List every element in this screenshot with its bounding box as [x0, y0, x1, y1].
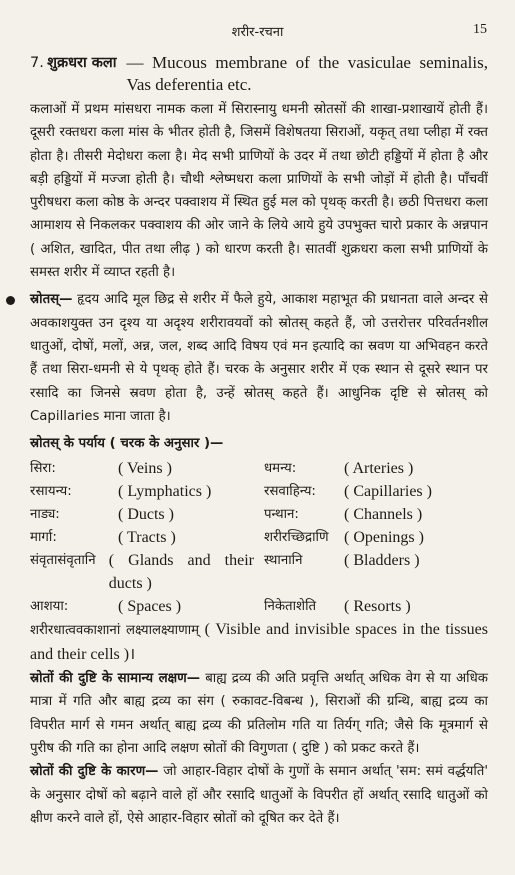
- section-number: 7.: [30, 55, 44, 71]
- dushti-karan-paragraph: [30, 760, 488, 830]
- dushti-lakshan-text: बाह्य द्रव्य की अति प्रवृत्ति अर्थात् अधिक वेग से या अधिक मात्रा में गति और बाह्य द्रव्य का संग ( रुकावट-विबन्ध ), सिराओं की ग्रन्थि, बाह्य द्रव्य का विपरीत मार्ग से गमन अर्थात् बाह्य द्रव्य की प्रतिलोम गति या तिर्यग् गति; जैसे कि मूत्रमार्ग से पुरीष की गति का होना आदि लक्षण स्रोतों की विगुणता ( दुष्टि ) को प्रकट करते हैं।: [30, 671, 489, 756]
- visible-invisible-spaces-line: [30, 618, 488, 667]
- page-number: 15: [473, 22, 487, 37]
- spaces-term: शरीरधात्ववकाशानां लक्ष्यालक्ष्याणाम्: [30, 623, 200, 639]
- kala-paragraph: कलाओं में प्रथम मांसधरा नामक कला में सिरास्नायु धमनी स्रोतसों की शाखा-प्रशाखायें होती हैं। दूसरी रक्तधरा कला मांस के भीतर होती है, जिसमें विशेषतया सिराओं, यकृत् तथा प्लीहा में रक्त होता है। तीसरी मेदोधरा कला है। मेद सभी प्राणियों के उदर में तथा छोटी हड्डियों में होता है और बड़ी हड्डियों में मज्जा होती है। चौथी श्लेष्मधरा कला प्राणियों के सभी जोड़ों में होती है। पाँचवीं पुरीषधरा कला कोष्ठ के अन्दर पक्वाशय में स्थित हुई मल को पृथक् करती है। छठी पित्तधरा कला आमाशय से निकलकर पक्वाशय की ओर जाने के लिये आये हुये उपभुक्त चारो प्रकार के अन्नपान ( अशित, खादित, पीत तथा लीढ़ ) को धारण करती है। सातवीं शुक्रधरा कला सभी प्राणियों के समस्त शरीर में व्याप्त रहती है।: [30, 102, 488, 281]
- synonyms-title: स्रोतस् के पर्याय ( चरक के अनुसार )—: [30, 436, 224, 452]
- synonym-item: पन्थान: ( Channels ): [264, 506, 423, 524]
- synonym-item: मार्गा: ( Tracts ): [30, 529, 176, 547]
- synonyms-list: [30, 457, 488, 618]
- synonym-item: धमन्य: ( Arteries ): [264, 460, 414, 478]
- synonym-item: स्थानानि ( Bladders ): [264, 552, 420, 570]
- spaces-english: ( Visible and invisible spaces in the tissues and their cells )।: [30, 621, 489, 663]
- srotas-definition: हृदय आदि मूल छिद्र से शरीर में फैले हुये, आकाश महाभूत की प्रधानता वाले अन्दर से अवकाशयुक्त उन दृश्य या अदृश्य शरीरावयवों को स्रोतस् कहते हैं, जो उत्तरोत्तर परिवर्तनशील धातुओं, दोषों, मलों, अन्न, जल, शब्द आदि विषय एवं मन इत्यादि का स्रवण या अभिवहन करते हैं तथा सिरा-धमनी से ये पृथक् होते हैं। चरक के अनुसार शरीर में एक स्थान से दूसरे स्थान पर रसादि का जिनसे स्रवण होता है, उन्हें स्रोतस् कहते हैं। आधुनिक दृष्टि से स्रोतस् को Capillaries माना जाता है।: [30, 292, 488, 424]
- page-body: [30, 52, 488, 830]
- section-term: शुक्रधरा कला: [47, 55, 117, 71]
- dushti-lakshan-paragraph: [30, 667, 488, 760]
- running-title: शरीर-रचना: [231, 25, 284, 40]
- synonym-item: संवृतासंवृतानि ( Glands and their ducts ): [30, 552, 254, 593]
- synonym-item: रसायन्य: ( Lymphatics ): [30, 483, 212, 501]
- srotas-term: स्रोतस्—: [30, 292, 73, 308]
- dushti-karan-term: स्रोतों की दुष्टि के कारण—: [30, 764, 159, 780]
- synonym-item: शरीरच्छिद्राणि ( Openings ): [264, 529, 424, 547]
- synonym-item: सिरा: ( Veins ): [30, 460, 172, 478]
- srotas-entry: [30, 288, 488, 428]
- synonym-item: आशया: ( Spaces ): [30, 598, 182, 616]
- section-7-heading: [30, 52, 488, 96]
- synonym-item: नाड्य: ( Ducts ): [30, 506, 174, 524]
- section-english-definition: — Mucous membrane of the vasiculae seminalis, Vas deferentia etc.: [126, 53, 488, 94]
- dushti-lakshan-term: स्रोतों की दुष्टि के सामान्य लक्षण—: [30, 671, 201, 687]
- dushti-karan-text: जो आहार-विहार दोषों के गुणों के समान अर्थात् 'सम: समं वर्द्धयति' के अनुसार दोषों को बढ़ाने वाले हों और रसादि धातुओं के विपरीत हों अर्थात् रसादि धातुओं को क्षीण करने वाले हों, ऐसे आहार-विहार स्रोतों को दूषित कर देते हैं।: [30, 764, 488, 826]
- synonym-item: निकेताशेति ( Resorts ): [264, 598, 411, 616]
- bullet-icon: [6, 296, 15, 305]
- page-header: [0, 22, 515, 42]
- synonym-item: रसवाहिन्य: ( Capillaries ): [264, 483, 432, 501]
